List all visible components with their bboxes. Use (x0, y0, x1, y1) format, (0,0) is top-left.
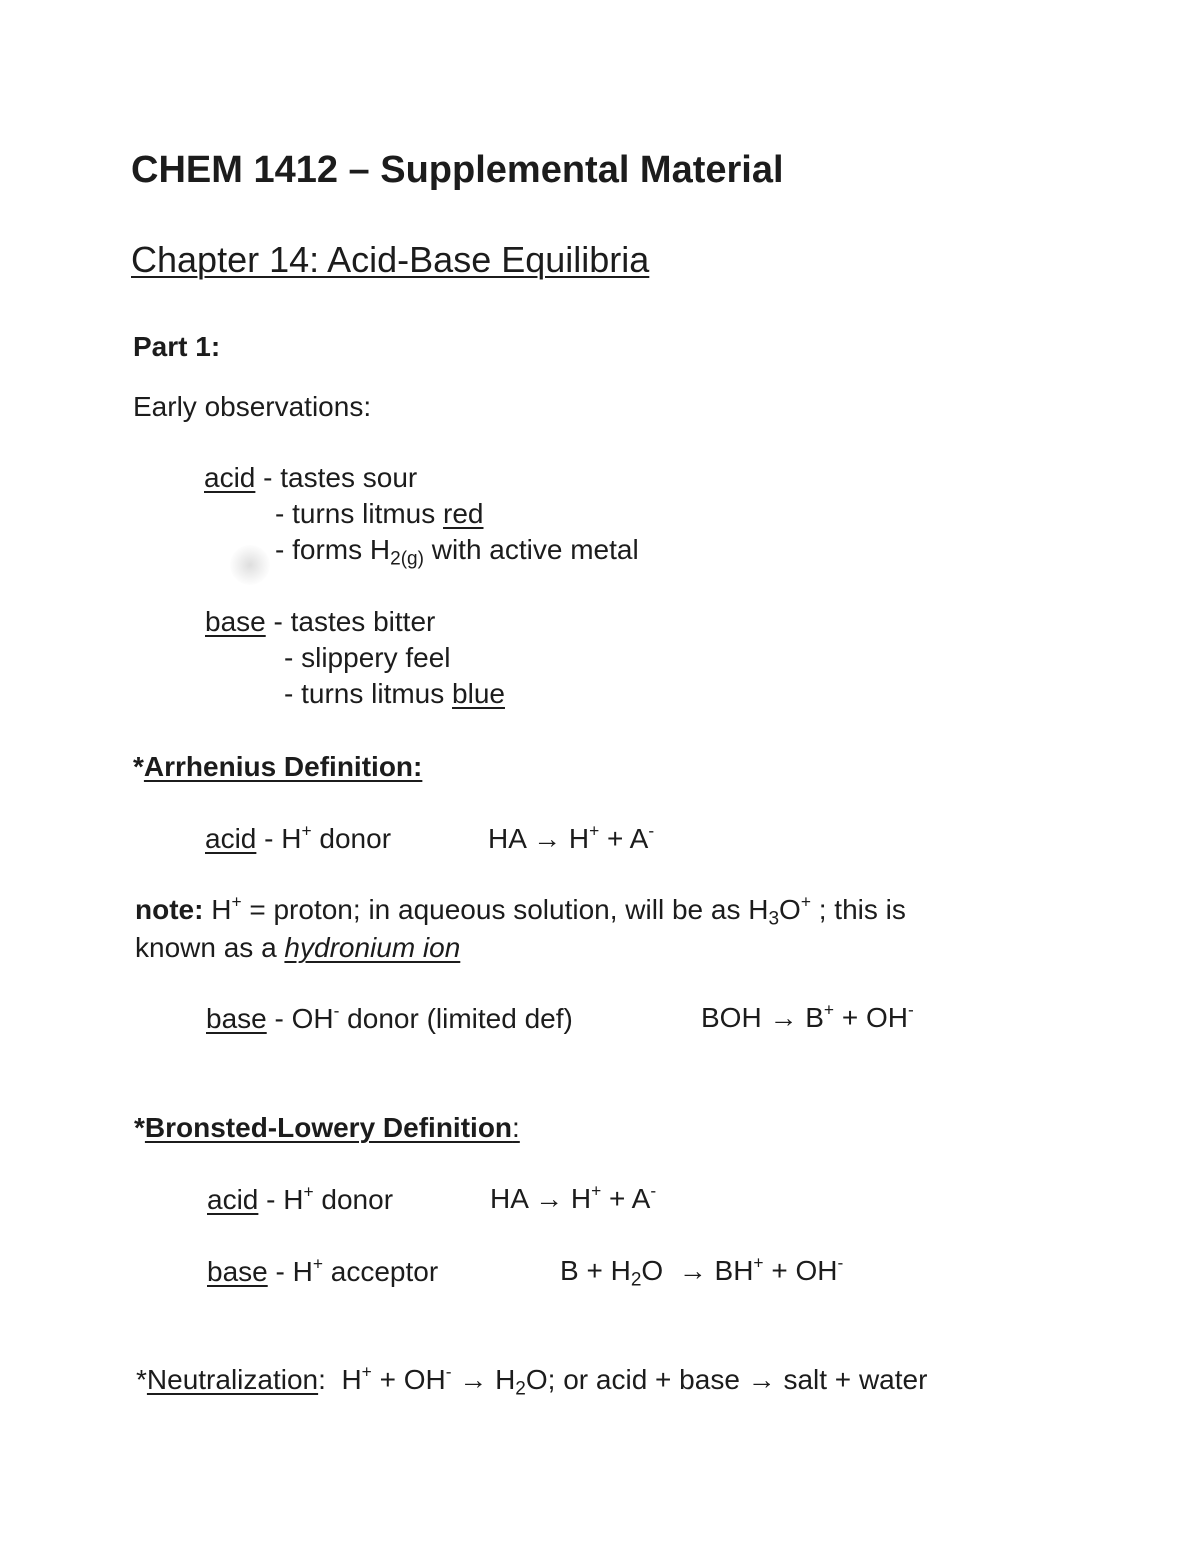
acid-term: acid (207, 1184, 259, 1215)
arrhenius-acid-equation (488, 820, 655, 854)
hydronium-ion-term: hydronium ion (284, 932, 461, 963)
note-text: = proton; in aqueous solution, will be as H (241, 894, 769, 925)
minus-superscript: - (648, 820, 655, 841)
bronsted-base-equation (560, 1252, 844, 1291)
acid-def-text: donor (313, 1184, 394, 1215)
minus-superscript: - (907, 999, 914, 1020)
acid-observation-line-1 (204, 464, 417, 492)
base-observation-line-2: - slippery feel (284, 642, 451, 673)
equation-part: B + H (560, 1255, 631, 1286)
note-label: note: (135, 894, 204, 925)
arrhenius-base-line (206, 1000, 573, 1034)
base-observation-line-3 (284, 680, 505, 708)
arrhenius-heading (133, 753, 422, 781)
colon: : (318, 1364, 326, 1395)
acid-def-text: - H (258, 1184, 304, 1215)
equation-part: + OH (834, 1002, 908, 1033)
litmus-blue: blue (452, 678, 505, 709)
asterisk: * (133, 751, 144, 782)
acid-obs-forms: - forms H (275, 534, 391, 565)
note-text: ; this is (810, 894, 906, 925)
bronsted-heading-text: Bronsted-Lowery Definition (144, 1112, 513, 1143)
base-term: base (206, 1003, 267, 1034)
h2-subscript: 2(g) (390, 548, 424, 570)
arrhenius-heading-text: Arrhenius Definition: (143, 751, 423, 782)
chapter-heading: Chapter 14: Acid-Base Equilibria (131, 239, 650, 280)
note-line-1 (135, 891, 906, 930)
plus-superscript: + (361, 1361, 372, 1382)
asterisk: * (134, 1112, 145, 1143)
subscript: 3 (768, 908, 780, 930)
base-obs-litmus: - turns litmus (284, 678, 453, 709)
acid-def-text: - H (256, 823, 302, 854)
equation-part: BOH → B (701, 1002, 824, 1033)
plus-superscript: + (589, 820, 600, 841)
minus-superscript: - (650, 1180, 657, 1201)
equation-part: + OH (371, 1364, 446, 1395)
base-def-text: acceptor (322, 1256, 439, 1287)
note-text: known as a (135, 932, 285, 963)
note-text: O (779, 894, 801, 925)
note-text: H (203, 894, 232, 925)
neutralization-line (136, 1361, 928, 1400)
page-title: CHEM 1412 – Supplemental Material (131, 149, 784, 191)
arrhenius-acid-line (205, 820, 392, 854)
plus-superscript: + (301, 820, 312, 841)
base-observation-line-1 (205, 608, 435, 636)
acid-obs-metal: with active metal (423, 534, 639, 565)
bronsted-acid-line (207, 1181, 394, 1215)
bronsted-base-line (207, 1253, 439, 1287)
base-def-text: - OH (266, 1003, 334, 1034)
acid-observation-line-3 (275, 534, 639, 570)
part-heading: Part 1: (133, 331, 221, 362)
base-term: base (205, 606, 266, 637)
minus-superscript: - (445, 1361, 452, 1382)
acid-def-text: donor (311, 823, 392, 854)
acid-term: acid (204, 462, 256, 493)
acid-obs-litmus: - turns litmus (275, 498, 444, 529)
note-line-2 (135, 934, 460, 962)
smudge-mark (230, 545, 270, 585)
base-def-text: - H (267, 1256, 313, 1287)
litmus-red: red (443, 498, 484, 529)
subscript: 2 (515, 1378, 526, 1400)
acid-observation-line-2 (275, 500, 484, 528)
arrhenius-base-equation (701, 999, 914, 1033)
plus-superscript: + (303, 1181, 314, 1202)
equation-part: + A (599, 823, 649, 854)
equation-part: + A (601, 1183, 651, 1214)
equation-part: O; or acid + base → salt + water (525, 1364, 928, 1395)
plus-superscript: + (231, 891, 242, 912)
equation-part: HA → H (488, 823, 590, 854)
equation-part: → H (451, 1364, 516, 1395)
early-observations-label: Early observations: (133, 391, 372, 422)
base-def-text: donor (limited def) (339, 1003, 573, 1034)
equation-part: HA → H (490, 1183, 592, 1214)
bronsted-heading (134, 1114, 520, 1142)
bronsted-acid-equation (490, 1180, 657, 1214)
plus-superscript: + (800, 891, 811, 912)
plus-superscript: + (753, 1252, 764, 1273)
equation-part: + OH (763, 1255, 838, 1286)
neutralization-term: Neutralization (146, 1364, 319, 1395)
equation-part: H (325, 1364, 362, 1395)
acid-term: acid (205, 823, 257, 854)
subscript: 2 (630, 1269, 642, 1291)
plus-superscript: + (591, 1180, 602, 1201)
colon: : (512, 1112, 520, 1143)
plus-superscript: + (312, 1253, 323, 1274)
acid-obs-sour: - tastes sour (263, 462, 418, 493)
base-obs-bitter: - tastes bitter (273, 606, 436, 637)
base-term: base (207, 1256, 268, 1287)
equation-part: O → BH (641, 1255, 754, 1286)
plus-superscript: + (823, 999, 835, 1020)
minus-superscript: - (837, 1252, 844, 1273)
asterisk: * (136, 1364, 147, 1395)
minus-superscript: - (333, 1000, 340, 1021)
